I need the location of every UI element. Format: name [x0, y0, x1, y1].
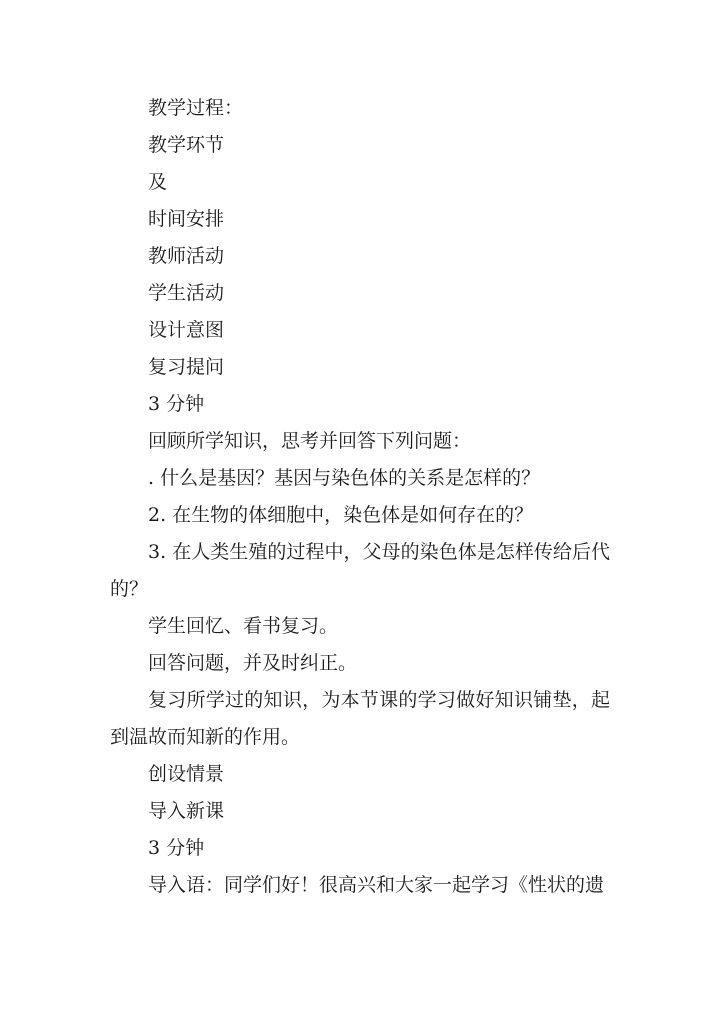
stage-introduce-lesson: 导入新课 [148, 800, 225, 822]
question-item: . 什么是基因？基因与染色体的关系是怎样的？ [148, 467, 541, 489]
table-header-student-activity: 学生活动 [148, 282, 225, 304]
table-header-and: 及 [148, 171, 168, 193]
stage-create-scenario: 创设情景 [148, 763, 225, 785]
document-body [110, 90, 610, 904]
design-intent-text: 复习所学过的知识，为本节课的学习做好知识铺垫，起到温故而知新的作用。 [110, 689, 610, 748]
student-activity-text: 学生回忆、看书复习。 [148, 615, 339, 637]
table-header-time-arrangement: 时间安排 [148, 208, 225, 230]
stage-review-questions: 复习提问 [148, 356, 225, 378]
stage-duration: 3 分钟 [148, 393, 205, 415]
question-item: 3. 在人类生殖的过程中，父母的染色体是怎样传给后代的？ [110, 541, 610, 600]
stage-duration: 3 分钟 [148, 837, 205, 859]
table-header-teaching-stage: 教学环节 [148, 134, 225, 156]
teacher-prompt: 回顾所学知识，思考并回答下列问题： [148, 430, 472, 452]
table-header-design-intent: 设计意图 [148, 319, 225, 341]
student-activity-text: 回答问题，并及时纠正。 [148, 652, 358, 674]
table-header-teacher-activity: 教师活动 [148, 245, 225, 267]
question-item: 2. 在生物的体细胞中，染色体是如何存在的？ [148, 504, 534, 526]
section-heading-teaching-process: 教学过程： [148, 97, 244, 119]
introduction-text: 导入语：同学们好！很高兴和大家一起学习《性状的遗 [148, 874, 605, 896]
